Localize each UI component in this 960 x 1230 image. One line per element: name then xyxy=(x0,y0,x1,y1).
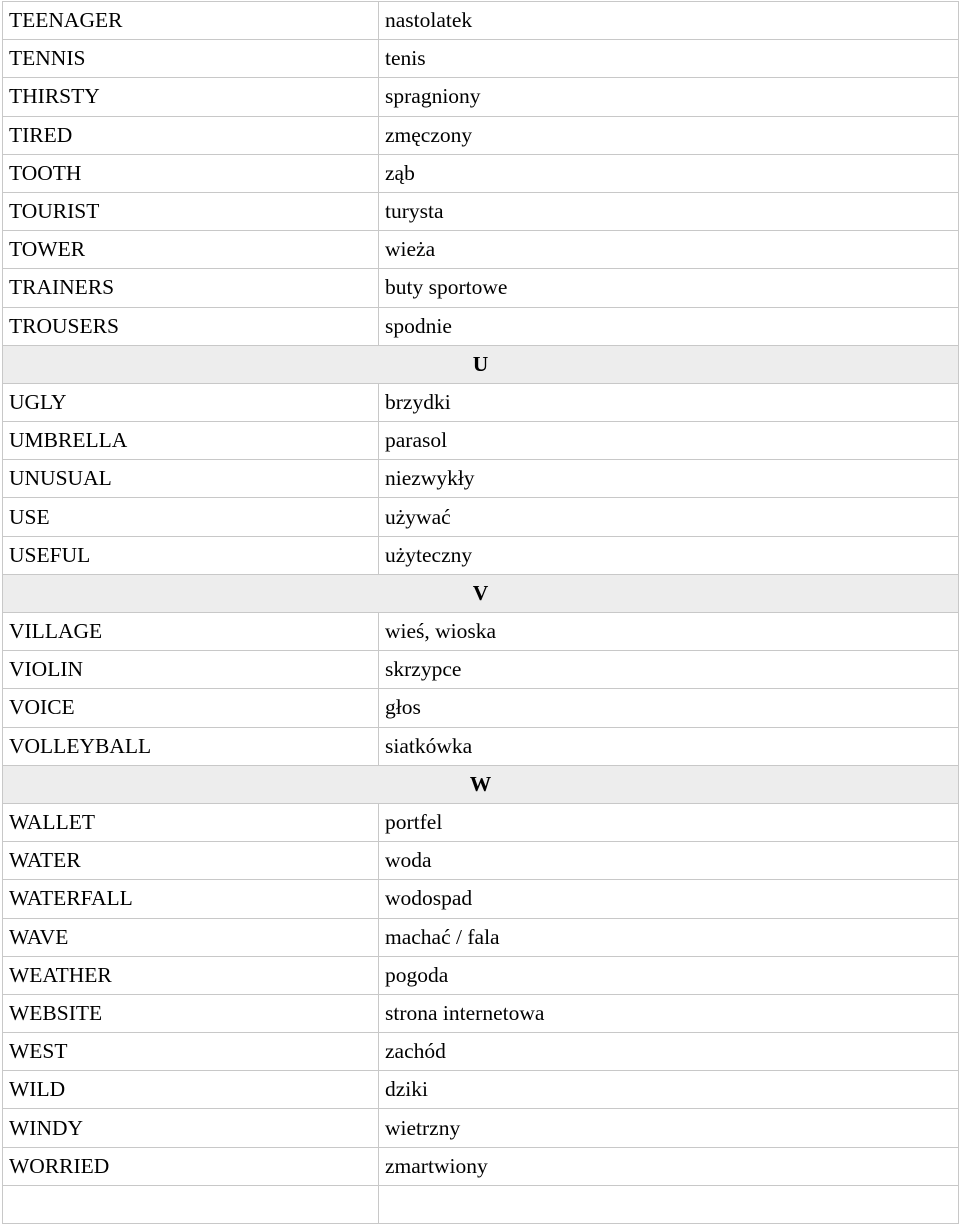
english-word: WAVE xyxy=(3,918,379,956)
english-word: TRAINERS xyxy=(3,269,379,307)
polish-translation: wodospad xyxy=(379,880,959,918)
english-word: TENNIS xyxy=(3,40,379,78)
polish-translation: brzydki xyxy=(379,383,959,421)
polish-translation: siatkówka xyxy=(379,727,959,765)
section-letter: V xyxy=(3,574,959,612)
polish-translation: turysta xyxy=(379,192,959,230)
english-word: WILD xyxy=(3,1071,379,1109)
english-word: VOICE xyxy=(3,689,379,727)
english-word: TEENAGER xyxy=(3,2,379,40)
polish-translation: użyteczny xyxy=(379,536,959,574)
table-row xyxy=(3,1071,959,1109)
polish-translation: strona internetowa xyxy=(379,994,959,1032)
table-row xyxy=(3,231,959,269)
english-word: TOOTH xyxy=(3,154,379,192)
polish-translation: zmartwiony xyxy=(379,1147,959,1185)
english-word: TIRED xyxy=(3,116,379,154)
table-row xyxy=(3,307,959,345)
table-row xyxy=(3,956,959,994)
table-row xyxy=(3,613,959,651)
polish-translation: nastolatek xyxy=(379,2,959,40)
english-word: WATER xyxy=(3,842,379,880)
table-row xyxy=(3,460,959,498)
section-header-row xyxy=(3,574,959,612)
english-word xyxy=(3,1185,379,1223)
polish-translation: spragniony xyxy=(379,78,959,116)
english-word: VOLLEYBALL xyxy=(3,727,379,765)
section-header-row xyxy=(3,765,959,803)
polish-translation xyxy=(379,1185,959,1223)
polish-translation: buty sportowe xyxy=(379,269,959,307)
polish-translation: skrzypce xyxy=(379,651,959,689)
table-row xyxy=(3,727,959,765)
english-word: UNUSUAL xyxy=(3,460,379,498)
english-word: WEBSITE xyxy=(3,994,379,1032)
english-word: WORRIED xyxy=(3,1147,379,1185)
table-row xyxy=(3,1185,959,1223)
polish-translation: wieża xyxy=(379,231,959,269)
polish-translation: tenis xyxy=(379,40,959,78)
english-word: WEATHER xyxy=(3,956,379,994)
polish-translation: zmęczony xyxy=(379,116,959,154)
table-row xyxy=(3,880,959,918)
table-row xyxy=(3,1147,959,1185)
polish-translation: zachód xyxy=(379,1033,959,1071)
vocabulary-table-body xyxy=(3,2,959,1224)
table-row xyxy=(3,651,959,689)
polish-translation: parasol xyxy=(379,422,959,460)
polish-translation: machać / fala xyxy=(379,918,959,956)
table-row xyxy=(3,383,959,421)
table-row xyxy=(3,689,959,727)
polish-translation: dziki xyxy=(379,1071,959,1109)
polish-translation: wieś, wioska xyxy=(379,613,959,651)
table-row xyxy=(3,498,959,536)
table-row xyxy=(3,994,959,1032)
english-word: USE xyxy=(3,498,379,536)
section-letter: W xyxy=(3,765,959,803)
section-header-row xyxy=(3,345,959,383)
table-row xyxy=(3,1033,959,1071)
polish-translation: pogoda xyxy=(379,956,959,994)
table-row xyxy=(3,116,959,154)
polish-translation: portfel xyxy=(379,803,959,841)
english-word: USEFUL xyxy=(3,536,379,574)
polish-translation: głos xyxy=(379,689,959,727)
english-word: WALLET xyxy=(3,803,379,841)
english-word: WINDY xyxy=(3,1109,379,1147)
english-word: TROUSERS xyxy=(3,307,379,345)
english-word: VIOLIN xyxy=(3,651,379,689)
section-letter: U xyxy=(3,345,959,383)
table-row xyxy=(3,422,959,460)
table-row xyxy=(3,78,959,116)
table-row xyxy=(3,192,959,230)
table-row xyxy=(3,154,959,192)
english-word: UMBRELLA xyxy=(3,422,379,460)
polish-translation: ząb xyxy=(379,154,959,192)
polish-translation: wietrzny xyxy=(379,1109,959,1147)
english-word: TOWER xyxy=(3,231,379,269)
polish-translation: niezwykły xyxy=(379,460,959,498)
vocabulary-table xyxy=(2,1,959,1224)
table-row xyxy=(3,2,959,40)
english-word: UGLY xyxy=(3,383,379,421)
english-word: THIRSTY xyxy=(3,78,379,116)
english-word: TOURIST xyxy=(3,192,379,230)
table-row xyxy=(3,803,959,841)
polish-translation: używać xyxy=(379,498,959,536)
table-row xyxy=(3,842,959,880)
table-row xyxy=(3,40,959,78)
table-row xyxy=(3,269,959,307)
table-row xyxy=(3,918,959,956)
polish-translation: woda xyxy=(379,842,959,880)
english-word: WATERFALL xyxy=(3,880,379,918)
table-row xyxy=(3,1109,959,1147)
english-word: VILLAGE xyxy=(3,613,379,651)
polish-translation: spodnie xyxy=(379,307,959,345)
table-row xyxy=(3,536,959,574)
english-word: WEST xyxy=(3,1033,379,1071)
